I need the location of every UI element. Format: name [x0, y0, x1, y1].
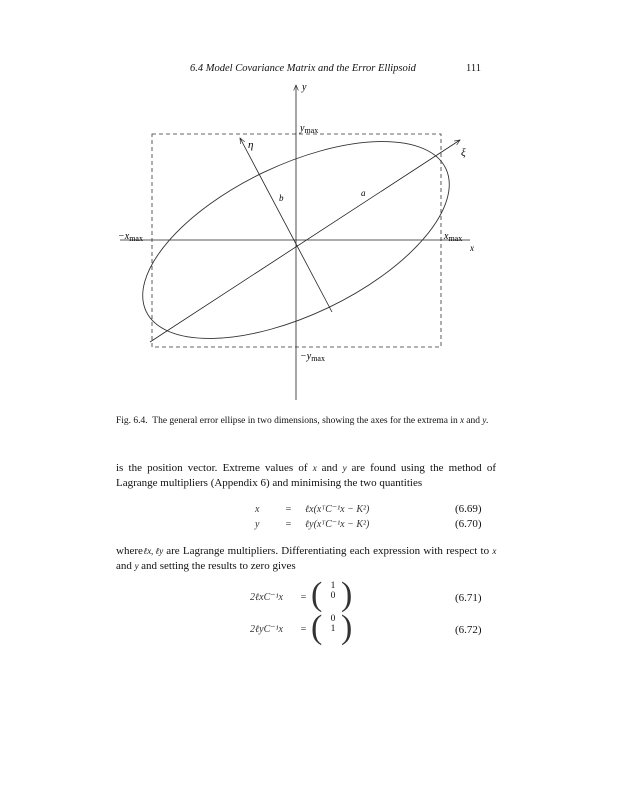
- eq-670-rhs: ℓy(xᵀC⁻¹x − K²): [305, 519, 370, 530]
- eq-670-rel: =: [285, 519, 292, 530]
- paragraph-2: [116, 544, 496, 574]
- xi-axis-line: [150, 140, 463, 342]
- eq-671-rel: =: [300, 592, 307, 603]
- caption-text: The general error ellipse in two dimensions, showing the axes for the extrema in: [152, 416, 458, 426]
- page-number: 111: [466, 63, 481, 74]
- eq-671-right-paren: ): [341, 576, 353, 613]
- para2-sym-x: x: [492, 546, 497, 556]
- para2-text-2: and setting the results to zero gives: [141, 560, 296, 572]
- figure-caption: [116, 414, 496, 427]
- x-max-label: $x_{max}$: [444, 231, 463, 243]
- para1-text-2: are found using the method of Lagrange multipliers (Appendix 6) and minimising the two quantities: [116, 462, 496, 489]
- eq-671-m2: 0: [330, 591, 336, 601]
- para1-sym-y: y: [342, 463, 347, 473]
- b-label: b: [279, 193, 284, 203]
- eq-669-number: (6.69): [455, 503, 482, 515]
- caption-and: and: [466, 416, 480, 426]
- para1-text-1: is the position vector. Extreme values of: [116, 462, 308, 474]
- a-label: a: [361, 188, 366, 198]
- eq-672-number: (6.72): [455, 624, 482, 636]
- eq-672-matrix: [326, 614, 340, 634]
- eq-671-lhs: 2ℓxC⁻¹x: [250, 592, 283, 603]
- paragraph-1: [116, 461, 496, 491]
- eq-670-number: (6.70): [455, 518, 482, 530]
- eq-672-rel: =: [300, 624, 307, 635]
- para2-and: and: [116, 560, 132, 572]
- eq-671-left-paren: (: [311, 576, 323, 613]
- y-axis-label: y: [302, 82, 307, 93]
- y-max-label: $y_{max}$: [300, 123, 319, 135]
- caption-sym-y: y: [482, 415, 487, 425]
- eta-label: η: [248, 139, 254, 151]
- para1-sym-x: x: [312, 463, 317, 473]
- para2-text-1: are Lagrange multipliers. Differentiating each expression with respect to: [166, 545, 490, 557]
- eq-669-lhs: x: [255, 504, 260, 515]
- eq-672-left-paren: (: [311, 609, 323, 646]
- x-axis-label: x: [470, 243, 474, 253]
- para2-where: where: [116, 545, 143, 557]
- para1-and: and: [321, 462, 338, 474]
- para2-syms: ℓx, ℓy: [142, 546, 163, 556]
- caption-lead: Fig. 6.4.: [116, 416, 148, 426]
- caption-sym-x: x: [460, 415, 464, 425]
- caption-end: .: [486, 416, 489, 426]
- eq-672-m1: 0: [330, 614, 336, 624]
- eq-672-m2: 1: [330, 624, 336, 634]
- eta-axis-line: [240, 138, 332, 312]
- eq-672-right-paren: ): [341, 609, 353, 646]
- neg-x-max-label: $-x_{max}$: [118, 231, 143, 243]
- extrema-box: [152, 134, 441, 347]
- eq-669-rhs: ℓx(xᵀC⁻¹x − K²): [305, 504, 370, 515]
- eq-669-rel: =: [285, 504, 292, 515]
- para2-sym-y: y: [134, 561, 139, 571]
- eq-670-lhs: y: [255, 519, 260, 530]
- xi-label: ξ: [461, 147, 466, 159]
- eq-672-lhs: 2ℓyC⁻¹x: [250, 624, 283, 635]
- eq-671-m1: 1: [330, 581, 336, 591]
- neg-y-max-label: $-y_{max}$: [300, 351, 325, 363]
- eq-671-matrix: [326, 581, 340, 601]
- running-title: 6.4 Model Covariance Matrix and the Error Ellipsoid: [190, 63, 416, 74]
- eq-671-number: (6.71): [455, 592, 482, 604]
